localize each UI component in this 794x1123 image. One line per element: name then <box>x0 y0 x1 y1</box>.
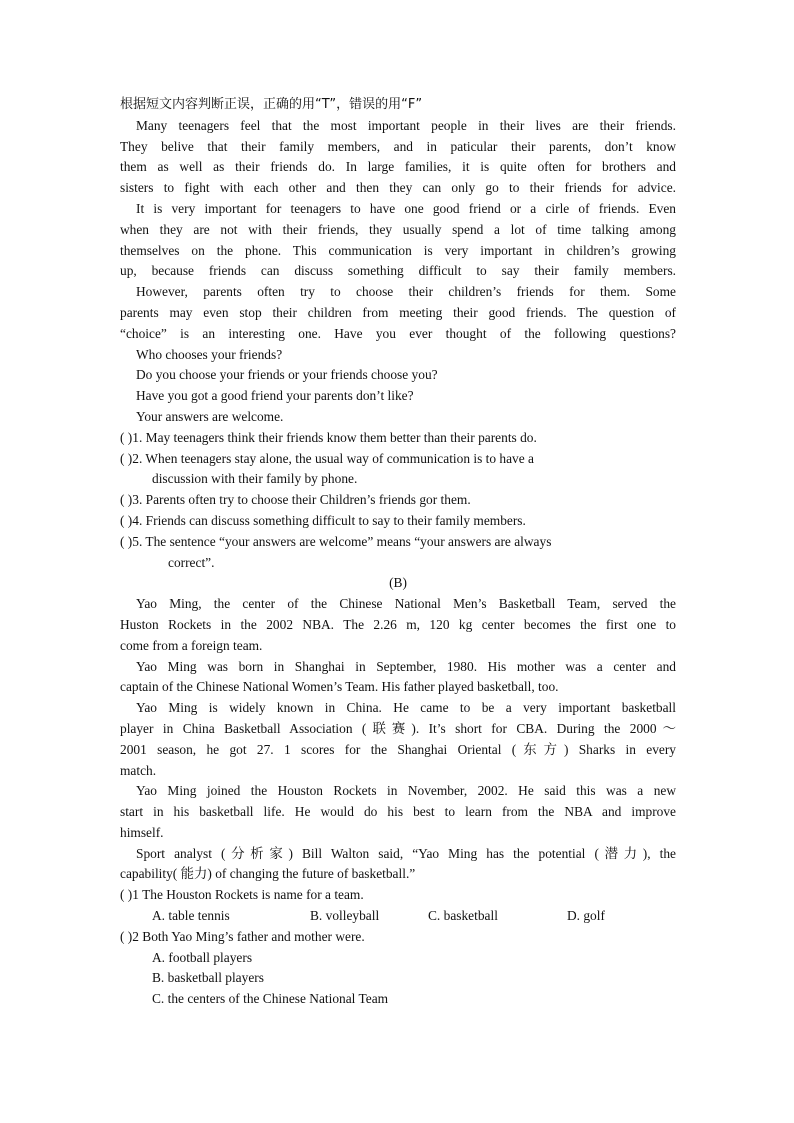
passage-line: It is very important for teenagers to have one good friend or a cirle of friends. Even <box>136 200 676 216</box>
passage-line: Yao Ming was born in Shanghai in September, 1980. His mother was a center and <box>136 658 676 674</box>
passage-line: player in China Basketball Association (联赛). It’s short for CBA. During the 2000～ <box>120 720 676 736</box>
passage-line: Have you got a good friend your parents don’t like? <box>136 388 414 404</box>
question-item[interactable]: ( )2. When teenagers stay alone, the usual way of communication is to have a <box>120 450 534 466</box>
passage-line: Sport analyst (分析家) Bill Walton said, “Yao Ming has the potential (潜力), the <box>136 845 676 861</box>
question-item[interactable]: ( )5. The sentence “your answers are welcome” means “your answers are always <box>120 533 552 549</box>
question-item[interactable]: ( )4. Friends can discuss something difficult to say to their family members. <box>120 512 526 528</box>
question-b1 <box>120 885 676 927</box>
passage-line: when they are not with their friends, they usually spend a lot of time talking among <box>120 221 676 237</box>
question-continuation: discussion with their family by phone. <box>152 471 358 487</box>
section-b-label: (B) <box>389 575 407 591</box>
passage-line: Yao Ming joined the Houston Rockets in November, 2002. He said this was a new <box>136 783 676 799</box>
passage-line: start in his basketball life. He would do his best to learn from the NBA and improve <box>120 804 676 820</box>
passage-line: Your answers are welcome. <box>136 408 284 424</box>
passage-a <box>120 116 676 428</box>
option-b[interactable]: B. basketball players <box>152 970 264 986</box>
option-d[interactable]: D. golf <box>567 908 605 924</box>
passage-line: them as well as their friends do. In large families, it is quite often for brothers and <box>120 159 676 175</box>
passage-line: parents may even stop their children from meeting their good friends. The question of <box>120 304 676 320</box>
option-a[interactable]: A. football players <box>152 949 253 965</box>
passage-line: up, because friends can discuss something difficult to say their family members. <box>120 263 676 279</box>
passage-line: However, parents often try to choose their children’s friends for them. Some <box>136 284 676 300</box>
passage-line: capability( 能力) of changing the future of basketball.” <box>120 866 416 882</box>
passage-line: match. <box>120 762 157 778</box>
passage-line: come from a foreign team. <box>120 637 263 653</box>
passage-line: Do you choose your friends or your friends choose you? <box>136 367 438 383</box>
passage-line: themselves on the phone. This communication is very important in children’s growing <box>120 242 676 258</box>
question-item[interactable]: ( )3. Parents often try to choose their Children’s friends gor them. <box>120 492 471 508</box>
question-item[interactable]: ( )1. May teenagers think their friends know them better than their parents do. <box>120 429 537 445</box>
passage-line: Yao Ming, the center of the Chinese National Men’s Basketball Team, served the <box>136 596 676 612</box>
passage-line: They belive that their family members, and in paticular their parents, don’t know <box>120 138 676 154</box>
question-continuation: correct”. <box>168 554 215 570</box>
passage-line: “choice” is an interesting one. Have you ever thought of the following questions? <box>120 325 676 341</box>
passage-line: Who chooses your friends? <box>136 346 283 362</box>
passage-line: Huston Rockets in the 2002 NBA. The 2.26 m, 120 kg center becomes the first one to <box>120 616 676 632</box>
question-stem[interactable]: ( )1 The Houston Rockets is name for a team. <box>120 887 364 903</box>
options-row <box>120 906 676 927</box>
option-a[interactable]: A. table tennis <box>152 908 230 924</box>
question-b2 <box>120 927 676 1010</box>
passage-line: Many teenagers feel that the most important people in their lives are their friends. <box>136 117 676 133</box>
passage-line: himself. <box>120 824 164 840</box>
passage-line: 2001 season, he got 27. 1 scores for the Shanghai Oriental (东方) Sharks in every <box>120 741 676 757</box>
question-stem[interactable]: ( )2 Both Yao Ming’s father and mother were. <box>120 928 365 944</box>
passage-line: sisters to fight with each other and then they can only go to their friends for advice. <box>120 180 676 196</box>
option-c[interactable]: C. basketball <box>428 908 498 924</box>
option-c[interactable]: C. the centers of the Chinese National Team <box>152 991 389 1007</box>
passage-line: Yao Ming is widely known in China. He came to be a very important basketball <box>136 700 676 716</box>
questions-a <box>120 428 676 574</box>
passage-line: captain of the Chinese National Women’s Team. His father played basketball, too. <box>120 679 559 695</box>
worksheet-page <box>120 95 676 1010</box>
passage-b <box>120 594 676 885</box>
instruction-heading: 根据短文内容判断正误，正确的用“T”，错误的用“F” <box>120 97 423 112</box>
option-b[interactable]: B. volleyball <box>310 908 380 924</box>
